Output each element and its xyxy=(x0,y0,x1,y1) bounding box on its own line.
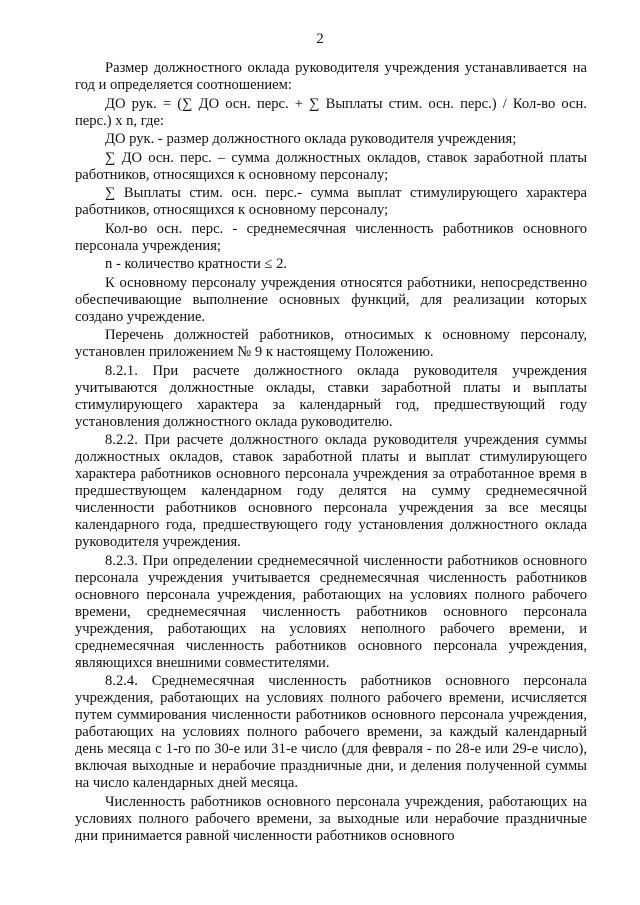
page-number: 2 xyxy=(316,31,324,47)
paragraph-definition-n: n - количество кратности ≤ 2. xyxy=(105,256,288,272)
paragraph-8-2-2: 8.2.2. При расчете должностного оклада руководителя учреждения суммы должностных окладов, ставок заработной платы и выплат стимулирующего характера работников основного персонала учреждения за отработанное время в предшествующем календарном году делятся на сумму среднемесячной численности работников основного персонала учреждения за все месяцы календарного года, предшествующего году установления должностного оклада руководителя учреждения. xyxy=(75,432,587,550)
paragraph-positions-list: Перечень должностей работников, относимых к основному персоналу, установлен приложением № 9 к настоящему Положению. xyxy=(75,327,587,360)
paragraph-definition-sum-payments: ∑ Выплаты стим. осн. перс.- сумма выплат стимулирующего характера работников, относящихся к основному персоналу; xyxy=(75,185,587,218)
paragraph-main-staff: К основному персоналу учреждения относятся работники, непосредственно обеспечивающие выполнение основных функций, для реализации которых создано учреждение. xyxy=(75,274,587,325)
paragraph-8-2-1: 8.2.1. При расчете должностного оклада руководителя учреждения учитываются должностные оклады, ставки заработной платы и выплаты стимулирующего характера за календарный год, предшествующий году установления должностного оклада руководителю. xyxy=(75,362,587,430)
paragraph-headcount-holidays: Численность работников основного персонала учреждения, работающих на условиях полного рабочего времени, за выходные или нерабочие праздничные дни принимается равной численности работников основного xyxy=(75,793,587,844)
paragraph-8-2-4: 8.2.4. Среднемесячная численность работников основного персонала учреждения, работающих на условиях полного рабочего времени, исчисляется путем суммирования численности работников основного персонала учреждения, работающих на условиях полного рабочего времени, за каждый календарный день месяца с 1-го по 30-е или 31-е число (для февраля - по 28-е или 29-е число), включая выходные и нерабочие праздничные дни, и деления полученной суммы на число календарных дней месяца. xyxy=(75,673,587,791)
paragraph-intro: Размер должностного оклада руководителя учреждения устанавливается на год и определяется соотношением: xyxy=(75,60,587,93)
paragraph-definition-do-ruk: ДО рук. - размер должностного оклада руководителя учреждения; xyxy=(105,131,517,147)
document-body xyxy=(75,60,587,846)
paragraph-definition-headcount: Кол-во осн. перс. - среднемесячная численность работников основного персонала учреждения; xyxy=(75,220,587,254)
paragraph-formula: ДО рук. = (∑ ДО осн. перс. + ∑ Выплаты стим. осн. перс.) / Кол-во осн. перс.) х n, где: xyxy=(75,95,587,129)
paragraph-definition-sum-do: ∑ ДО осн. перс. – сумма должностных окладов, ставок заработной платы работников, относящихся к основному персоналу; xyxy=(75,149,587,183)
paragraph-8-2-3: 8.2.3. При определении среднемесячной численности работников основного персонала учреждения учитывается среднемесячная численность работников основного персонала учреждения, работающих на условиях полного рабочего времени, среднемесячная численность работников основного персонала учреждения, работающих на условиях неполного рабочего времени, и среднемесячная численность работников основного персонала учреждения, являющихся внешними совместителями. xyxy=(75,552,587,671)
